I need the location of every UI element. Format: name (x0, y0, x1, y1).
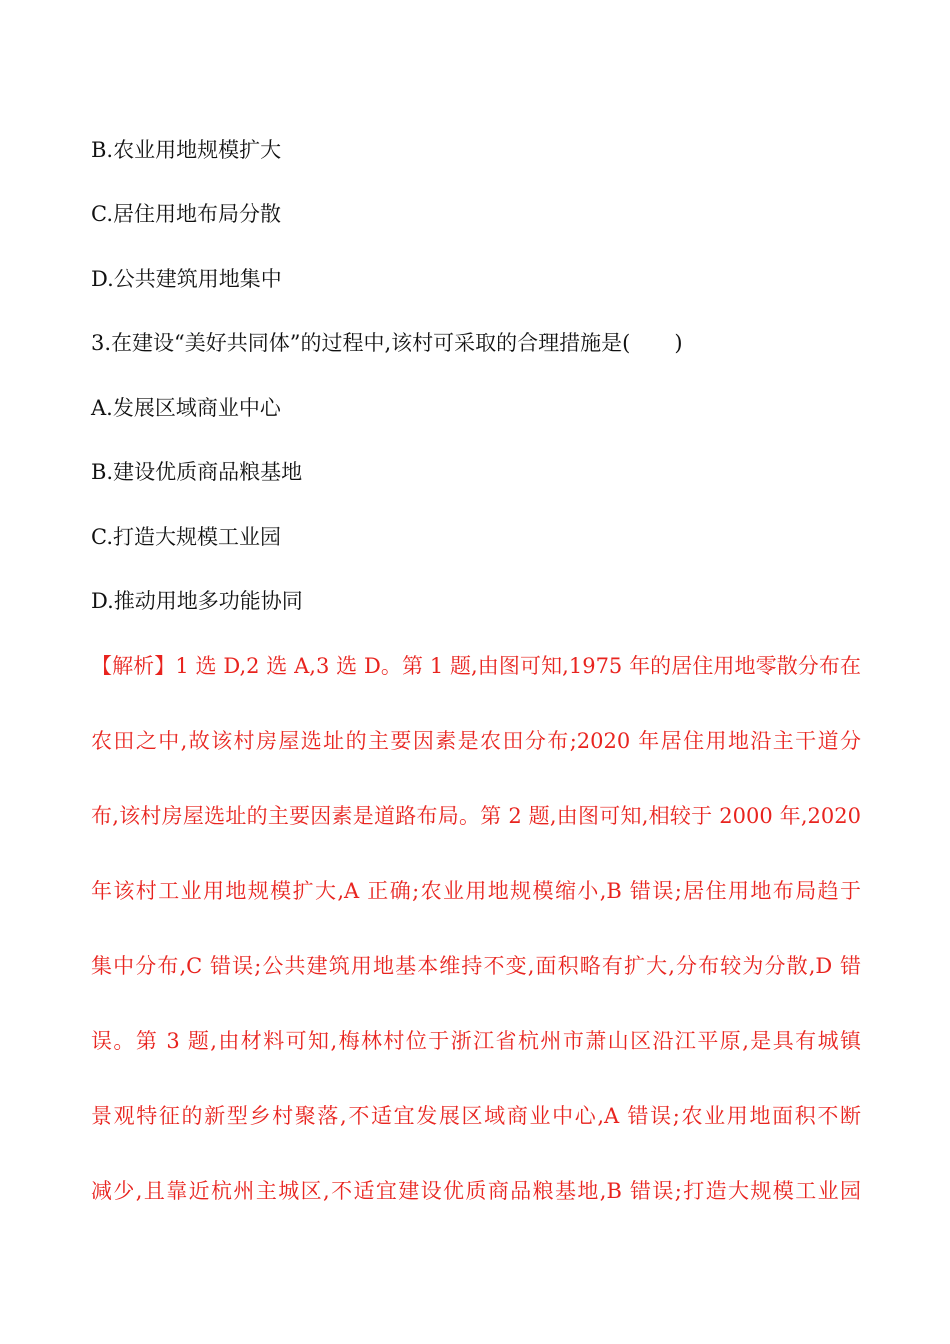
analysis-line: 农田之中,故该村房屋选址的主要因素是农田分布;2020 年居住用地沿主干道分 (91, 729, 861, 753)
question3-option-b: B.建设优质商品粮基地 (91, 460, 303, 484)
analysis-line: 减少,且靠近杭州主城区,不适宜建设优质商品粮基地,B 错误;打造大规模工业园 (91, 1179, 861, 1203)
analysis-line: 年该村工业用地规模扩大,A 正确;农业用地规模缩小,B 错误;居住用地布局趋于 (91, 879, 861, 903)
analysis-line: 【解析】1 选 D,2 选 A,3 选 D。第 1 题,由图可知,1975 年的居住用地零散分布在 (91, 654, 861, 678)
question3-option-d: D.推动用地多功能协同 (91, 589, 303, 613)
question3-stem-end: ) (674, 331, 683, 355)
question3-option-a: A.发展区域商业中心 (91, 396, 281, 420)
question3-stem (91, 329, 683, 357)
question2-option-c: C.居住用地布局分散 (91, 202, 281, 226)
analysis-line: 布,该村房屋选址的主要因素是道路布局。第 2 题,由图可知,相较于 2000 年,2020 (91, 804, 861, 828)
analysis-line: 景观特征的新型乡村聚落,不适宜发展区域商业中心,A 错误;农业用地面积不断 (91, 1104, 861, 1128)
question3-stem-text: 3.在建设“美好共同体”的过程中,该村可采取的合理措施是( (91, 331, 631, 355)
question2-option-b: B.农业用地规模扩大 (91, 138, 282, 162)
analysis-line: 误。第 3 题,由材料可知,梅林村位于浙江省杭州市萧山区沿江平原,是具有城镇 (91, 1029, 861, 1053)
question3-option-c: C.打造大规模工业园 (91, 525, 281, 549)
question2-option-d: D.公共建筑用地集中 (91, 267, 282, 291)
analysis-line: 集中分布,C 错误;公共建筑用地基本维持不变,面积略有扩大,分布较为分散,D 错 (91, 954, 861, 978)
